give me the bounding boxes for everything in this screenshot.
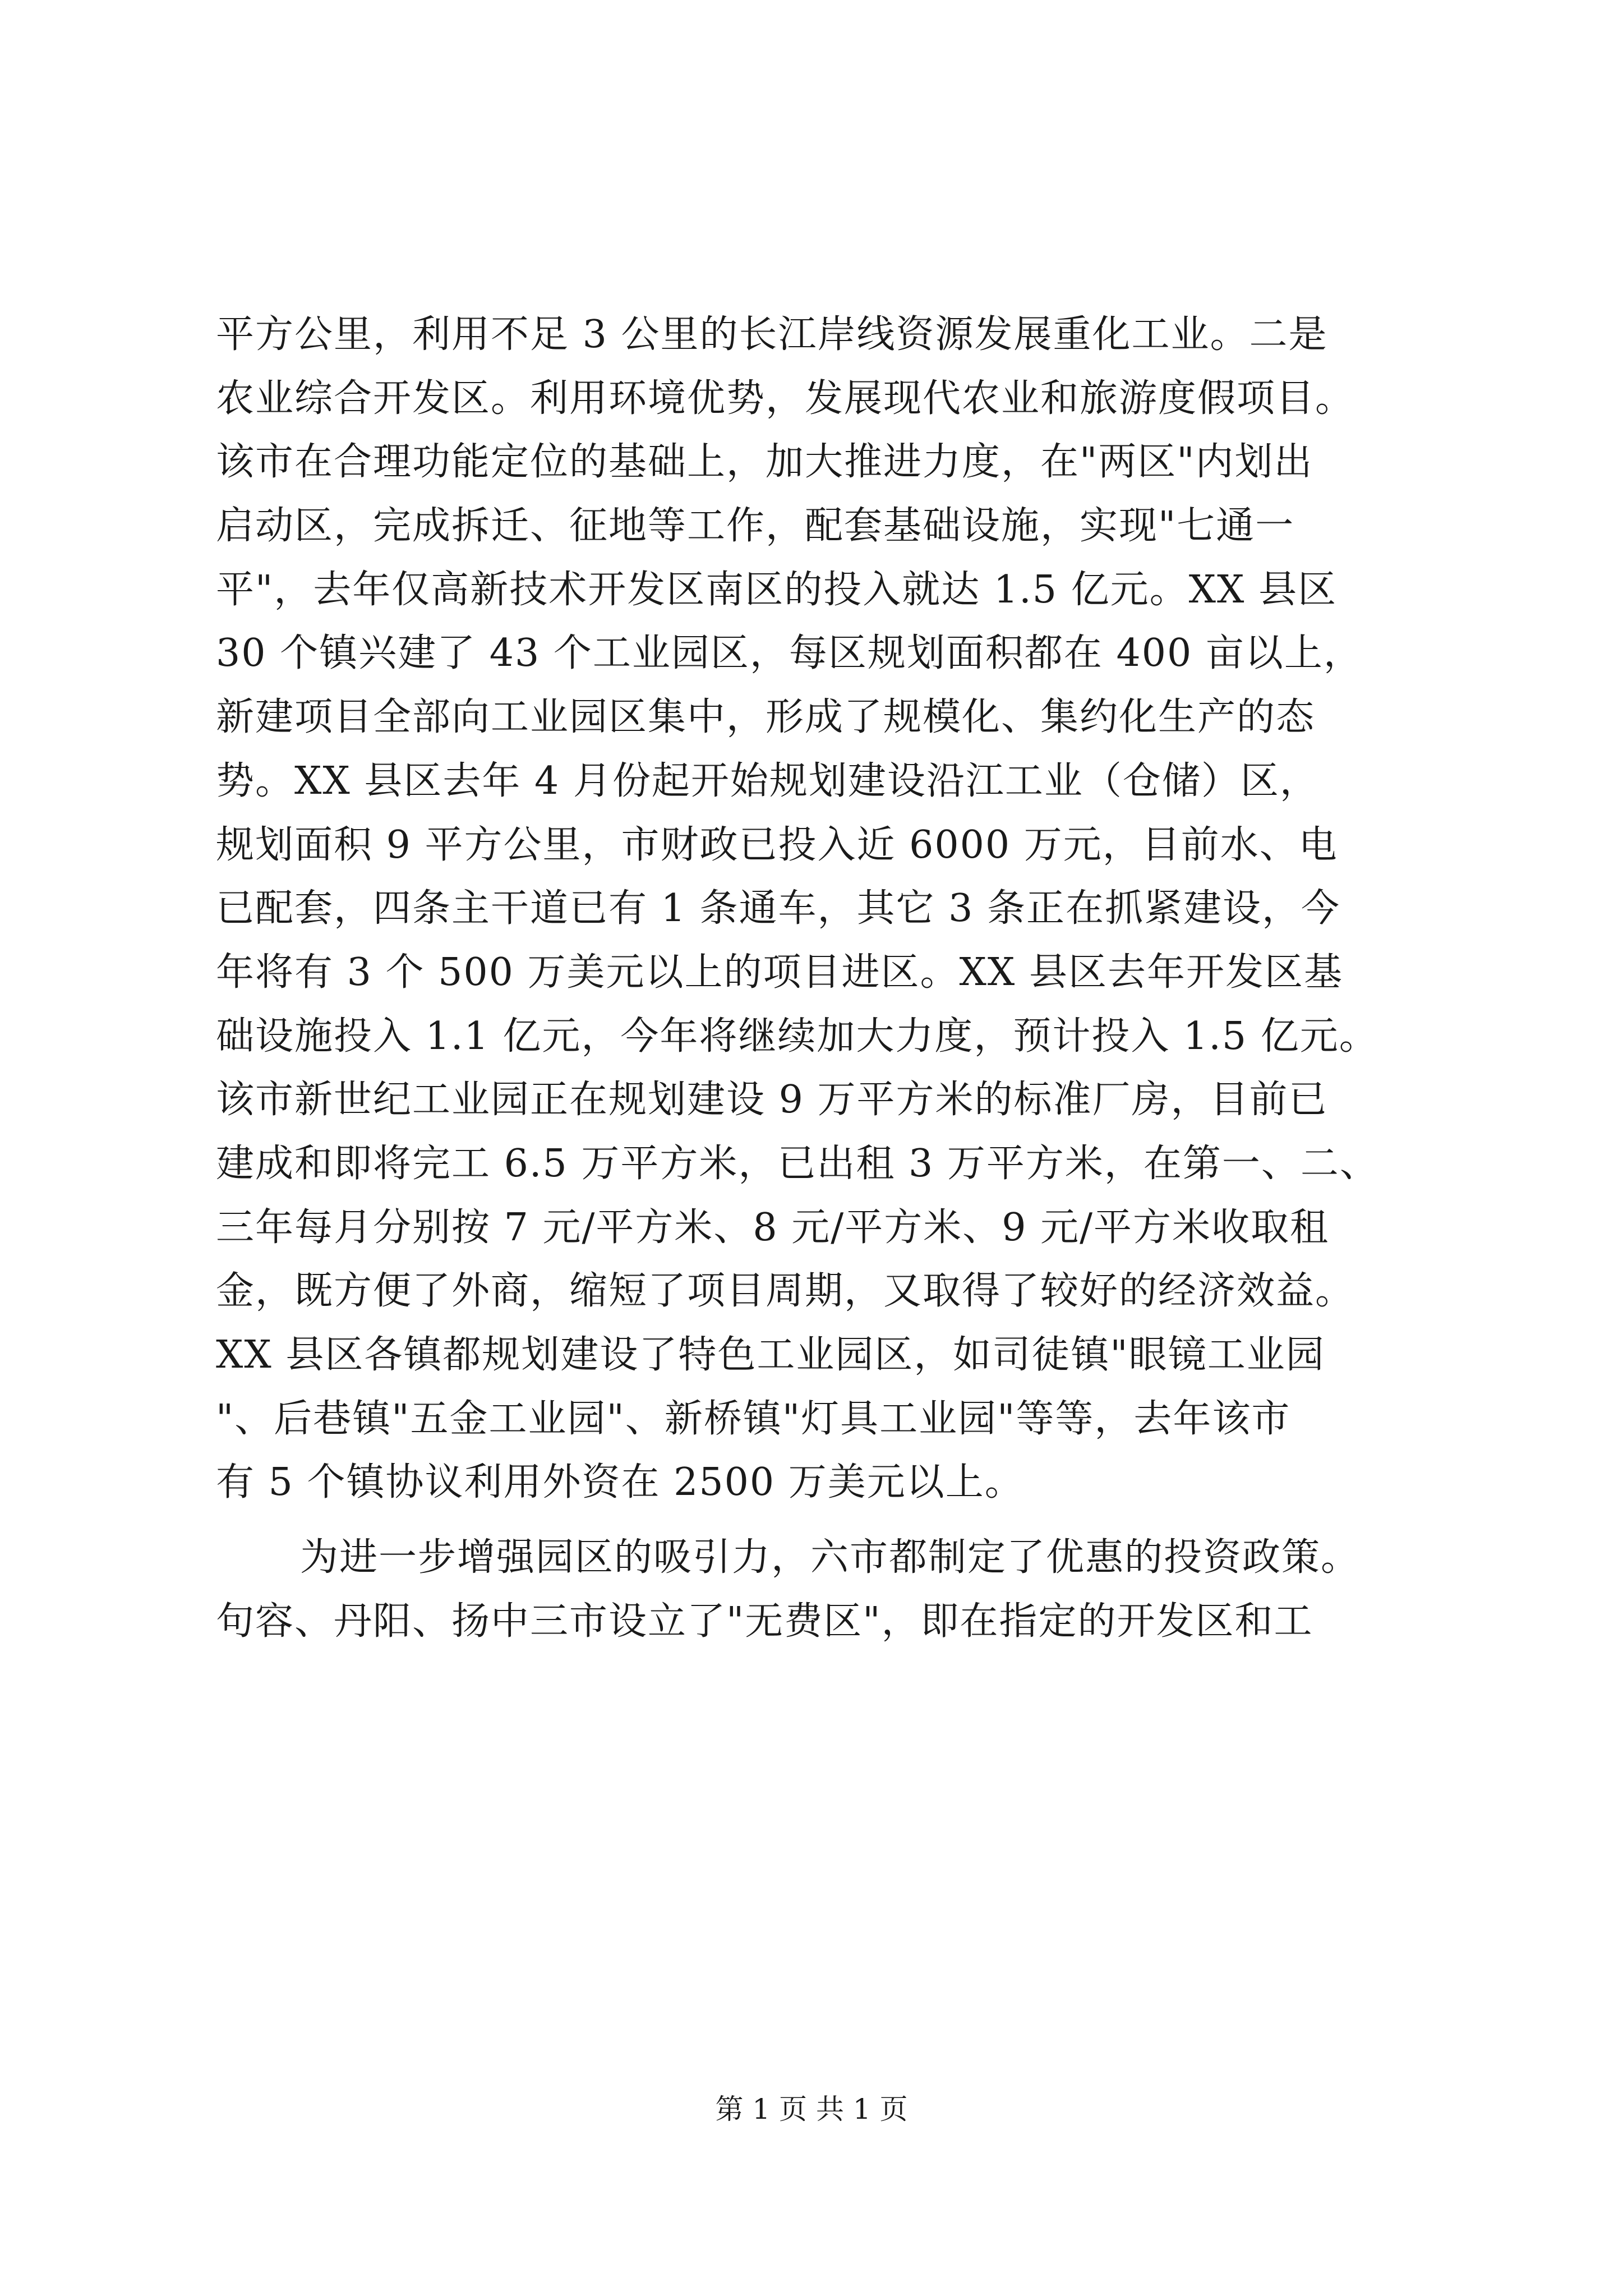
text-line: 有 5 个镇协议利用外资在 2500 万美元以上。 — [216, 1460, 1024, 1505]
text-line: 建成和即将完工 6.5 万平方米，已出租 3 万平方米，在第一、二、 — [216, 1141, 1379, 1186]
text-line: 平"，去年仅高新技术开发区南区的投入就达 1.5 亿元。XX 县区 — [216, 567, 1338, 612]
document-body — [216, 303, 1416, 1653]
text-line: 启动区，完成拆迁、征地等工作，配套基础设施，实现"七通一 — [216, 504, 1295, 549]
text-line: 础设施投入 1.1 亿元，今年将继续加大力度，预计投入 1.5 亿元。 — [216, 1014, 1378, 1059]
paragraph-1 — [216, 303, 1416, 1515]
text-line: 30 个镇兴建了 43 个工业园区，每区规划面积都在 400 亩以上， — [216, 631, 1363, 676]
text-line: 势。XX 县区去年 4 月份起开始规划建设沿江工业（仓储）区， — [216, 758, 1319, 803]
text-line: 该市在合理功能定位的基础上，加大推进力度，在"两区"内划出 — [216, 440, 1313, 485]
text-line: 三年每月分别按 7 元/平方米、8 元/平方米、9 元/平方米收取租 — [216, 1205, 1329, 1250]
text-line: 金，既方便了外商，缩短了项目周期，又取得了较好的经济效益。 — [216, 1269, 1355, 1314]
page-footer: 第 1 页 共 1 页 — [715, 2093, 908, 2125]
text-line: "、后巷镇"五金工业园"、新桥镇"灯具工业园"等等，去年该市 — [216, 1396, 1291, 1441]
text-line: 农业综合开发区。利用环境优势，发展现代农业和旅游度假项目。 — [216, 376, 1355, 421]
text-line: 新建项目全部向工业园区集中，形成了规模化、集约化生产的态 — [216, 695, 1316, 740]
text-line: 句容、丹阳、扬中三市设立了"无费区"，即在指定的开发区和工 — [216, 1599, 1313, 1644]
text-line: XX 县区各镇都规划建设了特色工业园区，如司徒镇"眼镜工业园 — [216, 1333, 1325, 1377]
text-line: 为进一步增强园区的吸引力，六市都制定了优惠的投资政策。 — [300, 1535, 1361, 1580]
paragraph-2 — [216, 1526, 1416, 1653]
text-line: 平方公里，利用不足 3 公里的长江岸线资源发展重化工业。二是 — [216, 312, 1328, 357]
paragraph-spacer — [216, 1515, 1416, 1526]
text-line: 年将有 3 个 500 万美元以上的项目进区。XX 县区去年开发区基 — [216, 950, 1343, 995]
text-line: 该市新世纪工业园正在规划建设 9 万平方米的标准厂房，目前已 — [216, 1078, 1328, 1122]
text-line: 已配套，四条主干道已有 1 条通车，其它 3 条正在抓紧建设，今 — [216, 886, 1340, 931]
text-line: 规划面积 9 平方公里，市财政已投入近 6000 万元，目前水、电 — [216, 822, 1338, 867]
